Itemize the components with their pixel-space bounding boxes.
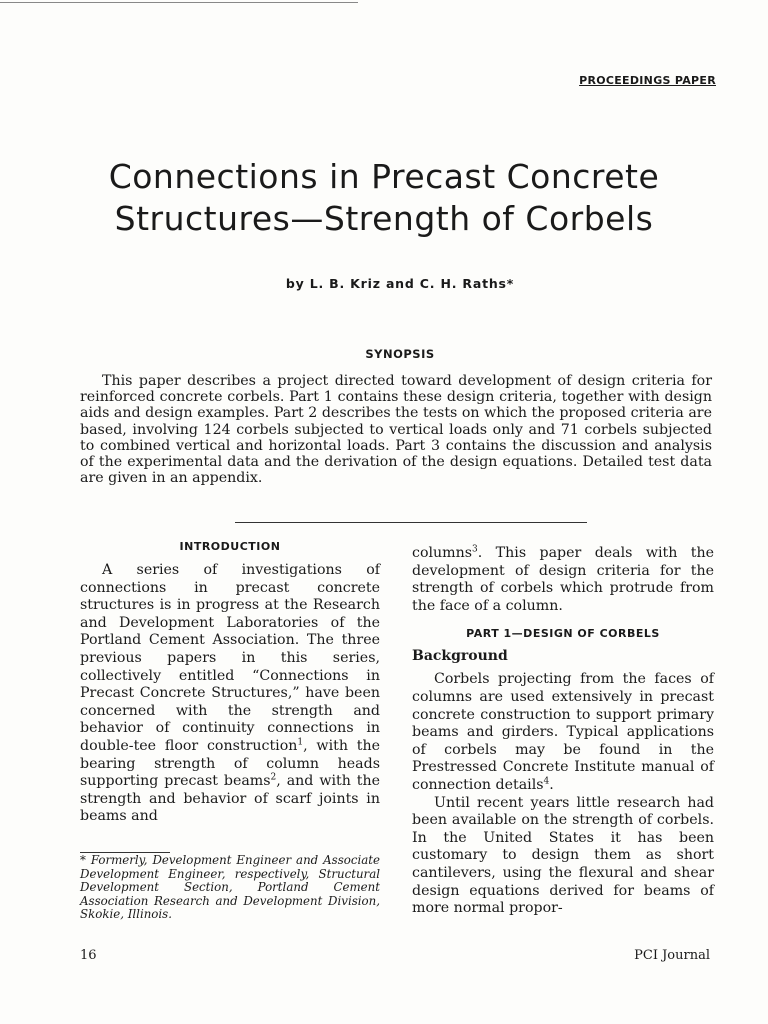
title-line-1: Connections in Precast Concrete <box>108 157 660 196</box>
title-line-2: Structures—Strength of Corbels <box>114 199 654 238</box>
background-paragraph-2: Until recent years little research had been available on the strength of corbels. In the United States it has been customary to design them as short cantilevers, using the flexural and shear design equations derived for beams of more normal propor- <box>412 794 714 917</box>
background-heading: Background <box>412 648 508 665</box>
byline: by L. B. Kriz and C. H. Raths* <box>285 276 515 291</box>
introduction-heading: INTRODUCTION <box>179 540 281 553</box>
ref-4: 4 <box>543 776 550 787</box>
top-rule <box>0 2 358 3</box>
ref-3: 3 <box>472 544 478 555</box>
synopsis-heading: SYNOPSIS <box>365 347 435 361</box>
page-number: 16 <box>80 948 97 963</box>
paper-title <box>0 156 768 240</box>
ref-1: 1 <box>297 737 304 748</box>
part-1-heading: PART 1—DESIGN OF CORBELS <box>466 627 660 641</box>
right-column <box>412 545 714 918</box>
introduction-paragraph: A series of investigations of connections in precast concrete structures is in progress at the Research and Development Laboratories of the Portland Cement Association. The three previous papers in this series, collectively entitled “Connections in Precast Concrete Structures,” have been concerned with the strength and behavior of continuity connections in double-tee floor construction$^1$, with the bearing strength of column heads supporting precast beams$^2$, and with the strength and behavior of scarf joints in beams and <box>80 562 380 825</box>
synopsis-text: This paper describes a project directed toward development of design criteria for reinforced concrete corbels. Part 1 contains these design criteria, together with design aids and design examples. Part 2 describes the tests on which the proposed criteria are based, involving 124 corbels subjected to vertical loads only and 71 corbels subjected to combined vertical and horizontal loads. Part 3 contains the discussion and analysis of the experimental data and the derivation of the design equations. Detailed test data are given in an appendix. <box>80 373 712 487</box>
background-paragraph-1: Corbels projecting from the faces of columns are used extensively in precast concrete construction to support primary beams and girders. Typical applications of corbels may be found in the Prestressed Concrete Institute manual of connection details$^4$. <box>412 671 714 793</box>
author-footnote: * Formerly, Development Engineer and Associate Development Engineer, respectively, Structural Development Section, Portland Cement Association Research and Development Division, Skokie, Illinois. <box>80 853 380 922</box>
section-label: PROCEEDINGS PAPER <box>579 74 716 87</box>
ref-2: 2 <box>270 772 277 783</box>
journal-name: PCI Journal <box>634 948 710 963</box>
left-column <box>80 540 380 826</box>
introduction-continued: columns$^3$. This paper deals with the development of design criteria for the strength of corbels which protrude from the face of a column. <box>412 544 714 614</box>
section-divider <box>235 522 587 523</box>
